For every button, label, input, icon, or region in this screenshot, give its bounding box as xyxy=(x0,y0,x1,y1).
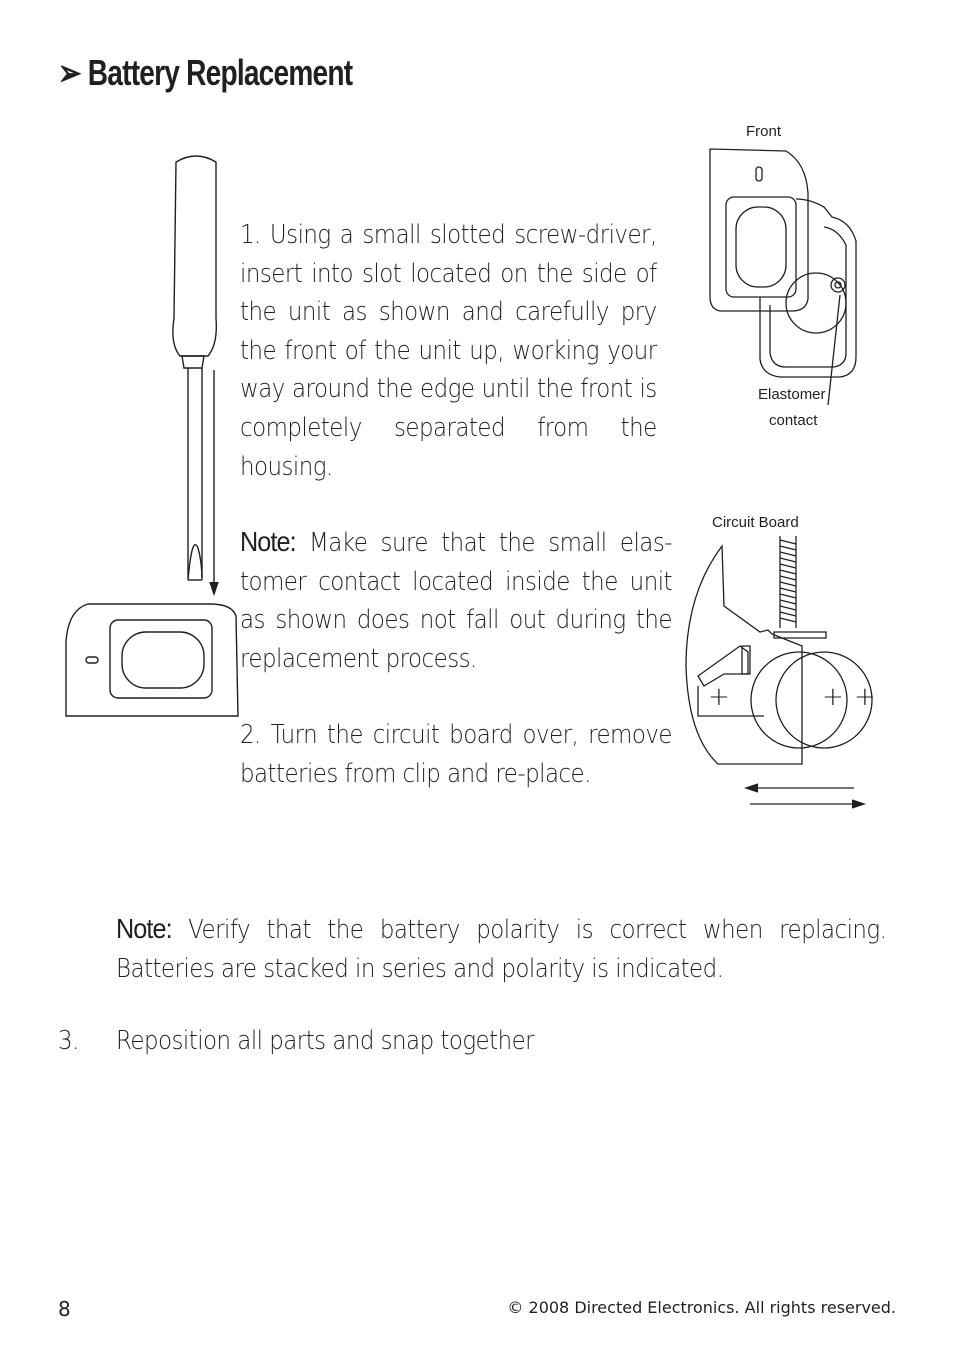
plus-sign-middle: + xyxy=(822,682,844,712)
note-2-text: Verify that the battery polarity is correct when replacing. Batteries are stacked in series and polarity is indicated. xyxy=(116,915,887,984)
circuit-board-label: Circuit Board xyxy=(712,514,799,531)
copyright-notice: © 2008 Directed Electronics. All rights reserved. xyxy=(507,1298,896,1317)
page-title xyxy=(58,52,352,94)
step-3-number: 3. xyxy=(58,1026,79,1056)
elastomer-label-line-2: contact xyxy=(769,412,818,429)
note-1-text: Make sure that the small elas-tomer contact located inside the unit as shown does not fall out during the replacement process. xyxy=(240,528,672,674)
plus-sign-right: + xyxy=(854,682,876,712)
circuit-board-illustration xyxy=(684,536,874,816)
arrow-marker-icon: ➢ xyxy=(58,52,81,93)
page-number: 8 xyxy=(58,1297,71,1321)
front-label: Front xyxy=(746,123,782,140)
step-3-text: Reposition all parts and snap together xyxy=(116,1026,535,1056)
elastomer-label-line-1: Elastomer xyxy=(758,386,826,403)
page-title-text: Battery Replacement xyxy=(87,52,353,93)
screwdriver-illustration xyxy=(60,150,240,730)
note-1 xyxy=(240,523,672,678)
note-1-label: Note: xyxy=(240,526,296,557)
front-view-illustration xyxy=(706,145,862,405)
step-2-text: 2. Turn the circuit board over, remove batteries from clip and re-place. xyxy=(240,720,672,789)
note-2-label: Note: xyxy=(116,913,172,944)
note-2 xyxy=(116,910,886,988)
plus-sign-left: + xyxy=(708,682,730,712)
step-1-text: 1. Using a small slotted screw-driver, insert into slot located on the side of the unit as shown and carefully pry the front of the unit up, working your way around the edge until the front is completely separated from the housing. xyxy=(240,220,657,482)
